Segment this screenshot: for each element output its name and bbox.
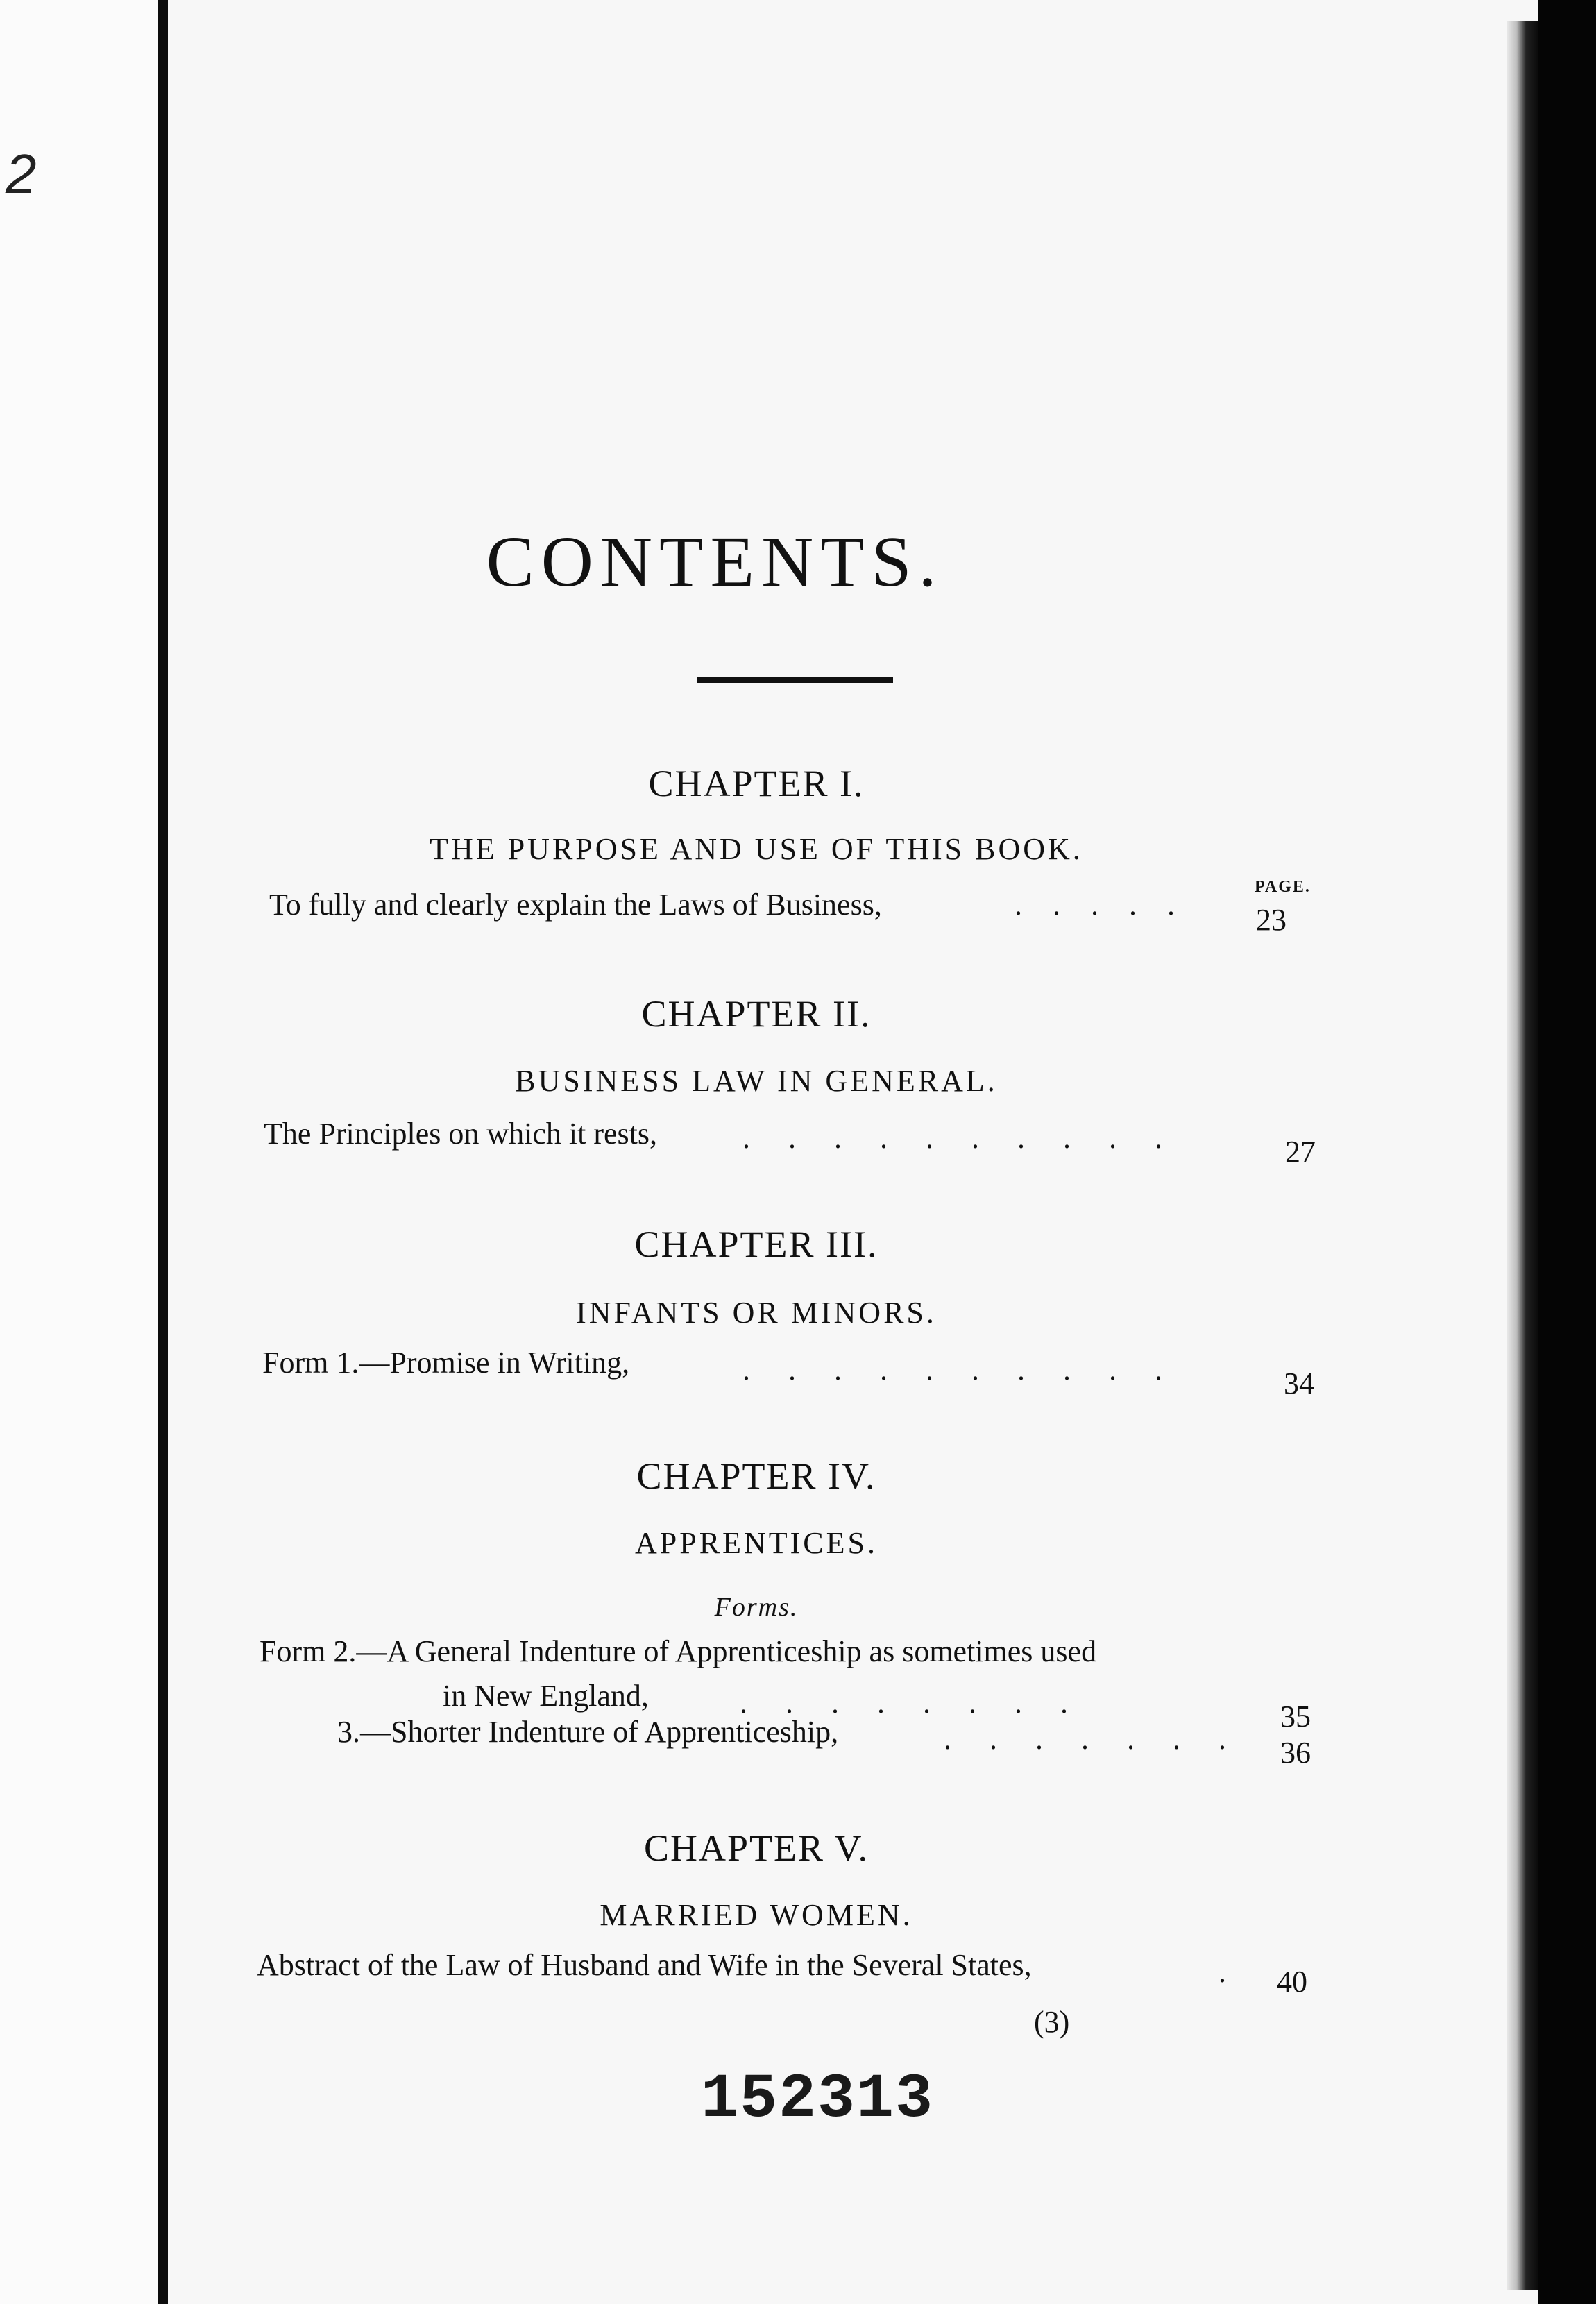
- toc-entry-page: 34: [1284, 1366, 1314, 1400]
- toc-entry-page: 23: [1256, 903, 1287, 937]
- toc-entry-page: 36: [1280, 1736, 1311, 1770]
- title-rule: [697, 677, 893, 683]
- page-title: CONTENTS.: [486, 522, 944, 602]
- leader-dots: . . . . . . . .: [740, 1686, 1068, 1720]
- toc-entry-text: To fully and clearly explain the Laws of Business,: [269, 888, 882, 922]
- leader-dots: . . . . .: [1015, 888, 1175, 922]
- right-dark-margin: [1538, 0, 1596, 2304]
- right-page-edge: [1507, 21, 1538, 2290]
- chapter-subject: INFANTS OR MINORS.: [576, 1296, 937, 1330]
- toc-entry-text: Abstract of the Law of Husband and Wife in the Several States,: [257, 1948, 1032, 1982]
- chapter-heading: CHAPTER V.: [643, 1827, 869, 1869]
- toc-entry-page: 27: [1285, 1135, 1316, 1169]
- margin-note: 2: [6, 143, 37, 205]
- chapter-subject: APPRENTICES.: [635, 1526, 878, 1560]
- left-page-border: [158, 0, 168, 2304]
- chapter-heading: CHAPTER II.: [641, 993, 872, 1035]
- toc-entry-text: Form 1.—Promise in Writing,: [262, 1346, 630, 1380]
- toc-entry-text: 3.—Shorter Indenture of Apprenticeship,: [337, 1715, 839, 1749]
- leader-dots: . . . . . . .: [944, 1722, 1226, 1756]
- page-folio: (3): [1034, 2005, 1070, 2039]
- chapter-subject: BUSINESS LAW IN GENERAL.: [515, 1064, 998, 1098]
- leader-dots: . . . . . . . . . .: [742, 1353, 1162, 1387]
- toc-entry-text: The Principles on which it rests,: [264, 1117, 658, 1151]
- left-page-strip: [0, 0, 158, 2304]
- toc-entry-page: 40: [1277, 1965, 1307, 1999]
- leader-dots: . . . . . . . . . .: [742, 1121, 1162, 1155]
- chapter-subject: MARRIED WOMEN.: [600, 1898, 913, 1932]
- page-column-header: PAGE.: [1255, 878, 1311, 896]
- chapter-subject: THE PURPOSE AND USE OF THIS BOOK.: [430, 832, 1083, 866]
- leader-dots: .: [1219, 1955, 1226, 1989]
- forms-label: Forms.: [714, 1593, 799, 1622]
- chapter-heading: CHAPTER I.: [648, 763, 865, 804]
- library-stamp-number: 152313: [701, 2065, 935, 2135]
- chapter-heading: CHAPTER III.: [634, 1223, 878, 1265]
- chapter-heading: CHAPTER IV.: [636, 1455, 876, 1497]
- toc-entry-text: Form 2.—A General Indenture of Apprenticeship as sometimes used: [260, 1634, 1097, 1668]
- toc-entry-page: 35: [1280, 1700, 1311, 1734]
- toc-entry-text-continued: in New England,: [443, 1679, 649, 1713]
